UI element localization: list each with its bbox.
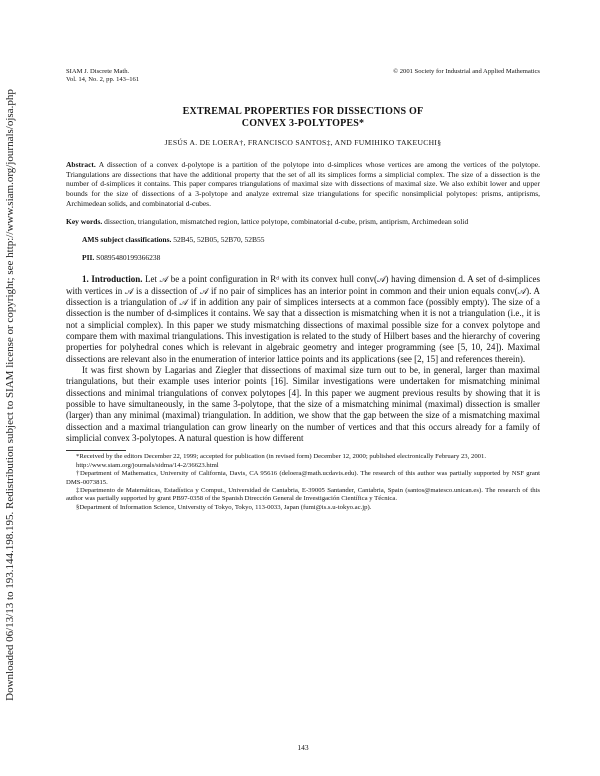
- abstract-text: A dissection of a convex d-polytope is a partition of the polytope into d-simplices whose vertices are among the vertices of the polytope. Triangulations are dissections that have the additional property that the set of all its simplices forms a simplicial complex. The size of a dissection is the number of d-simplices it contains. This paper compares triangulations of maximal size with dissections of maximal size. We also exhibit lower and upper bounds for the size of dissections of a 3-polytope and analyze extremal size triangulations for specific nonsimplicial polytopes: prisms, antiprisms, Archimedean solids, and combinatorial d-cubes.: [66, 160, 541, 208]
- intro-paragraph-2: It was first shown by Lagarias and Ziegler that dissections of maximal size turn out to be, in general, larger than maximal triangulations, but their example uses interior points [16]. Similar investigations were undertaken for mismatching minimal dissections and minimal triangulations of convex polytopes [4]. In this paper we augment previous results by showing that it is possible to have simultaneously, in the same 3-polytope, that the size of a mismatching minimal (maximal) dissection is smaller (larger) than any minimal (maximal) triangulation. In addition, we show that the gap between the size of a mismatching maximal dissection and a maximal triangulation can grow linearly on the number of vertices and that this occurs already for a family of simplicial convex 3-polytopes. A natural question is how different: [66, 364, 540, 444]
- abstract-label: Abstract.: [66, 160, 96, 169]
- footnote-takeuchi: §Department of Information Science, University of Tokyo, Tokyo, 113-0033, Japan (fumi@is.s.u-tokyo.ac.jp).: [76, 503, 372, 511]
- title-line-1: EXTREMAL PROPERTIES FOR DISSECTIONS OF: [182, 106, 424, 117]
- pii: [66, 253, 540, 262]
- title-line-2: CONVEX 3-POLYTOPES*: [241, 118, 365, 129]
- paper-page: [66, 68, 541, 752]
- intro-paragraph-1-text: Let 𝒜 be a point configuration in Rᵈ with its convex hull conv(𝒜) having dimension d. A set of d-simplices with vertices in 𝒜 is a dissection of 𝒜 if no pair of simplices has an interior point in common and their union equals conv(𝒜). A dissection is a triangulation of 𝒜 if in addition any pair of simplices intersects at a common face (possibly empty). The size of a dissection is the number of d-simplices it contains. We say that a dissection is mismatching when it is not a triangulation (i.e., it is not a simplicial complex). In this paper we study mismatching dissections of maximal possible size for a convex polytope and compare them with maximal triangulations. This investigation is related to the study of Hilbert bases and the hierarchy of covering properties for polyhedral cones which is relevant in algebraic geometry and integer programming (see [5, 10, 24]). Maximal dissections are relevant also in the enumeration of interior lattice points and its applications (see [2, 15] and references therein).: [66, 274, 540, 364]
- keywords-text: dissection, triangulation, mismatched region, lattice polytope, combinatorial d-cube, prism, antiprism, Archimedean solid: [104, 216, 469, 226]
- intro-paragraph-1: [66, 274, 540, 365]
- ams-codes: 52B45, 52B05, 52B70, 52B55: [173, 235, 265, 245]
- volume-info: Vol. 14, No. 2, pp. 143–161: [66, 76, 140, 83]
- ams-label: AMS subject classifications.: [82, 235, 172, 245]
- paper-title: [66, 106, 540, 130]
- running-header: [66, 68, 540, 84]
- footnote-divider: [66, 450, 126, 451]
- keywords-label: Key words.: [66, 216, 103, 226]
- ams-classification: [66, 235, 540, 244]
- introduction-section: [66, 274, 540, 444]
- pii-code: S0895480199366238: [96, 253, 161, 263]
- pii-label: PII.: [82, 253, 95, 263]
- abstract: [66, 160, 540, 209]
- author-list: JESÚS A. DE LOERA†, FRANCISCO SANTOS‡, AND FUMIHIKO TAKEUCHI§: [164, 138, 442, 147]
- footnote-received: *Received by the editors December 22, 1999; accepted for publication (in revised form) December 12, 2000; published electronically February 23, 2001.: [76, 453, 487, 461]
- footnotes: [66, 453, 540, 512]
- download-notice: Downloaded 06/13/13 to 193.144.198.195. Redistribution subject to SIAM license or copyright; see http://www.siam.org/journals/ojsa.php: [4, 89, 16, 701]
- section-heading: 1. Introduction.: [82, 274, 143, 285]
- journal-name: SIAM J. Discrete Math.: [66, 68, 130, 75]
- page-number: 143: [297, 743, 309, 752]
- keywords: [66, 217, 540, 227]
- footnote-url: http://www.siam.org/journals/sidma/14-2/36623.html: [76, 461, 219, 469]
- footnote-deloera: †Department of Mathematics, University of California, Davis, CA 95616 (deloera@math.ucdavis.edu). The research of this author was partially supported by NSF grant DMS-0073815.: [66, 470, 540, 486]
- footnote-santos: ‡Departmento de Matemáticas, Estadística y Comput., Universidad de Cantabria, E-39005 Santander, Cantabria, Spain (santos@matesco.unican.es). The research of this author was partially supported by grant PB97-0358 of the Spanish Dirección General de Investigación Científica y Técnica.: [66, 487, 540, 503]
- copyright-notice: © 2001 Society for Industrial and Applied Mathematics: [393, 68, 540, 75]
